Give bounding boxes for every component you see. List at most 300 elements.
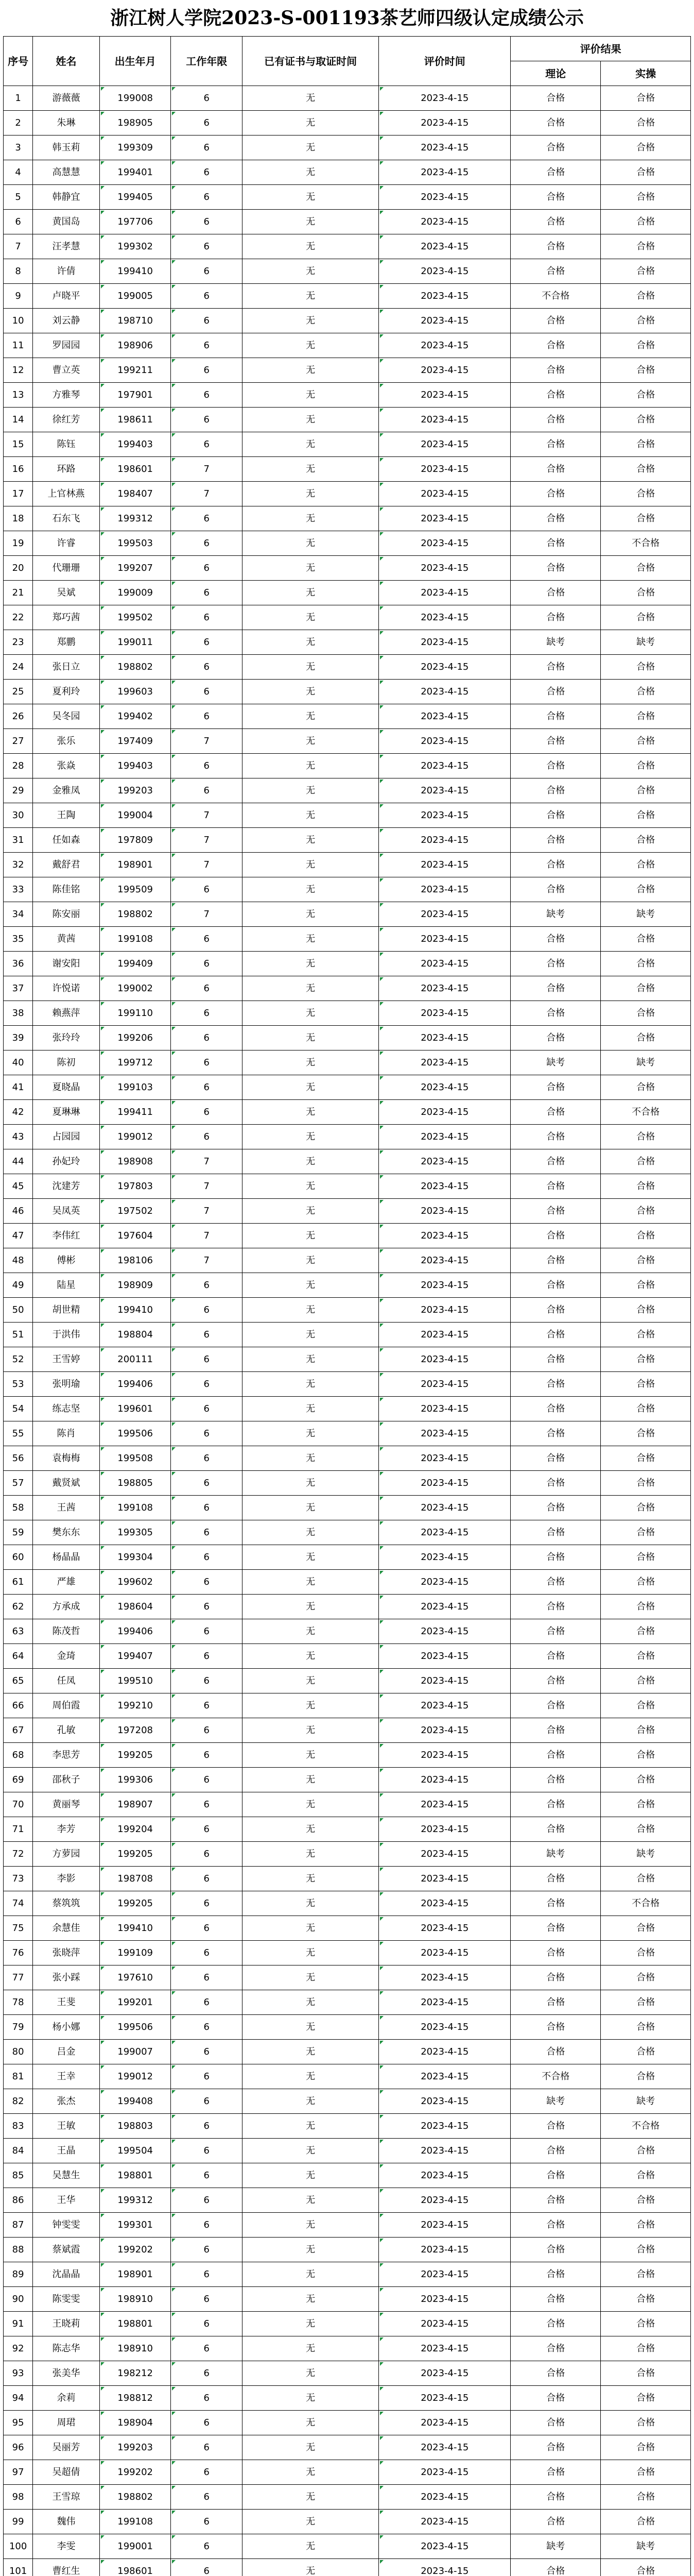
- cell-index: 84: [4, 2139, 33, 2163]
- cell-practice: 不合格: [601, 2114, 691, 2139]
- cell-index: 15: [4, 432, 33, 457]
- cell-theory: 合格: [511, 2510, 601, 2534]
- cell-index: 40: [4, 1050, 33, 1075]
- cell-birth: 197208: [99, 1718, 171, 1743]
- cell-cert: 无: [242, 1693, 379, 1718]
- cell-years: 7: [171, 457, 242, 482]
- cell-years: 6: [171, 1100, 242, 1125]
- table-row: [4, 1595, 691, 1619]
- table-row: [4, 1644, 691, 1669]
- cell-cert: 无: [242, 2089, 379, 2114]
- table-row: [4, 581, 691, 605]
- cell-cert: 无: [242, 2510, 379, 2534]
- cell-practice: 合格: [601, 2361, 691, 2386]
- cell-practice: 合格: [601, 605, 691, 630]
- cell-name: 卢晓平: [33, 284, 100, 309]
- cell-cert: 无: [242, 309, 379, 333]
- cell-years: 6: [171, 1595, 242, 1619]
- cell-name: 袁梅梅: [33, 1446, 100, 1471]
- cell-years: 6: [171, 1743, 242, 1768]
- cell-date: 2023-4-15: [379, 902, 511, 927]
- table-row: [4, 1248, 691, 1273]
- cell-birth: 199206: [99, 1026, 171, 1050]
- cell-index: 78: [4, 1990, 33, 2015]
- table-row: [4, 284, 691, 309]
- cell-index: 100: [4, 2534, 33, 2559]
- cell-cert: 无: [242, 1768, 379, 1792]
- cell-theory: 合格: [511, 1990, 601, 2015]
- table-row: [4, 358, 691, 383]
- cell-cert: 无: [242, 1224, 379, 1248]
- cell-date: 2023-4-15: [379, 506, 511, 531]
- cell-birth: 197604: [99, 1224, 171, 1248]
- table-row: [4, 1026, 691, 1050]
- cell-name: 李雯: [33, 2534, 100, 2559]
- cell-years: 6: [171, 1842, 242, 1867]
- cell-years: 6: [171, 1125, 242, 1149]
- cell-cert: 无: [242, 1298, 379, 1323]
- cell-name: 方萝园: [33, 1842, 100, 1867]
- cell-practice: 合格: [601, 1347, 691, 1372]
- cell-birth: 199504: [99, 2139, 171, 2163]
- cell-index: 61: [4, 1570, 33, 1595]
- cell-date: 2023-4-15: [379, 2089, 511, 2114]
- cell-practice: 合格: [601, 2262, 691, 2287]
- cell-years: 6: [171, 556, 242, 581]
- table-row: [4, 1792, 691, 1817]
- table-row: [4, 2435, 691, 2460]
- cell-theory: 合格: [511, 2559, 601, 2576]
- cell-name: 王斐: [33, 1990, 100, 2015]
- cell-theory: 缺考: [511, 630, 601, 655]
- cell-birth: 199601: [99, 1397, 171, 1421]
- cell-years: 7: [171, 902, 242, 927]
- cell-cert: 无: [242, 210, 379, 234]
- cell-name: 陆星: [33, 1273, 100, 1298]
- table-row: [4, 2139, 691, 2163]
- cell-cert: 无: [242, 1644, 379, 1669]
- table-row: [4, 2089, 691, 2114]
- cell-date: 2023-4-15: [379, 680, 511, 704]
- table-row: [4, 2287, 691, 2312]
- cell-date: 2023-4-15: [379, 2188, 511, 2213]
- cell-cert: 无: [242, 358, 379, 383]
- cell-years: 6: [171, 2435, 242, 2460]
- cell-date: 2023-4-15: [379, 2534, 511, 2559]
- cell-cert: 无: [242, 2139, 379, 2163]
- cell-cert: 无: [242, 259, 379, 284]
- cell-index: 23: [4, 630, 33, 655]
- cell-theory: 合格: [511, 1001, 601, 1026]
- cell-theory: 合格: [511, 1545, 601, 1570]
- cell-index: 43: [4, 1125, 33, 1149]
- cell-birth: 198802: [99, 902, 171, 927]
- cell-birth: 199508: [99, 1446, 171, 1471]
- cell-name: 魏伟: [33, 2510, 100, 2534]
- cell-cert: 无: [242, 1471, 379, 1496]
- cell-years: 6: [171, 778, 242, 803]
- cell-years: 6: [171, 704, 242, 729]
- cell-name: 练志坚: [33, 1397, 100, 1421]
- cell-birth: 199302: [99, 234, 171, 259]
- cell-date: 2023-4-15: [379, 1965, 511, 1990]
- cell-cert: 无: [242, 2064, 379, 2089]
- cell-theory: 合格: [511, 877, 601, 902]
- cell-index: 95: [4, 2411, 33, 2435]
- cell-name: 吴超倩: [33, 2460, 100, 2485]
- cell-index: 22: [4, 605, 33, 630]
- cell-birth: 199207: [99, 556, 171, 581]
- cell-years: 6: [171, 234, 242, 259]
- table-row: [4, 1001, 691, 1026]
- cell-index: 8: [4, 259, 33, 284]
- cell-theory: 不合格: [511, 284, 601, 309]
- cell-years: 6: [171, 210, 242, 234]
- cell-birth: 199201: [99, 1990, 171, 2015]
- cell-practice: 合格: [601, 828, 691, 853]
- cell-index: 80: [4, 2040, 33, 2064]
- cell-name: 胡世精: [33, 1298, 100, 1323]
- cell-theory: 合格: [511, 803, 601, 828]
- cell-index: 28: [4, 754, 33, 778]
- cell-cert: 无: [242, 1125, 379, 1149]
- table-row: [4, 408, 691, 432]
- cell-birth: 199009: [99, 581, 171, 605]
- cell-birth: 199405: [99, 185, 171, 210]
- cell-theory: 合格: [511, 333, 601, 358]
- cell-name: 孙妃玲: [33, 1149, 100, 1174]
- cell-practice: 合格: [601, 86, 691, 111]
- cell-name: 曹红生: [33, 2559, 100, 2576]
- table-row: [4, 383, 691, 408]
- cell-years: 7: [171, 853, 242, 877]
- cell-practice: 合格: [601, 2163, 691, 2188]
- cell-practice: 合格: [601, 754, 691, 778]
- cell-theory: 合格: [511, 778, 601, 803]
- cell-years: 6: [171, 1446, 242, 1471]
- cell-theory: 合格: [511, 2386, 601, 2411]
- cell-birth: 199001: [99, 2534, 171, 2559]
- cell-cert: 无: [242, 482, 379, 506]
- cell-name: 张乐: [33, 729, 100, 754]
- cell-cert: 无: [242, 581, 379, 605]
- cell-cert: 无: [242, 853, 379, 877]
- table-row: [4, 1471, 691, 1496]
- cell-date: 2023-4-15: [379, 1298, 511, 1323]
- cell-date: 2023-4-15: [379, 1916, 511, 1941]
- cell-theory: 合格: [511, 1520, 601, 1545]
- cell-index: 27: [4, 729, 33, 754]
- cell-birth: 198407: [99, 482, 171, 506]
- cell-practice: 合格: [601, 1743, 691, 1768]
- cell-theory: 合格: [511, 2460, 601, 2485]
- cell-cert: 无: [242, 86, 379, 111]
- cell-practice: 合格: [601, 952, 691, 976]
- cell-theory: 合格: [511, 1421, 601, 1446]
- cell-theory: 缺考: [511, 902, 601, 927]
- cell-years: 6: [171, 2015, 242, 2040]
- cell-cert: 无: [242, 1372, 379, 1397]
- cell-index: 9: [4, 284, 33, 309]
- cell-cert: 无: [242, 655, 379, 680]
- cell-theory: 合格: [511, 531, 601, 556]
- table-row: [4, 1224, 691, 1248]
- cell-index: 47: [4, 1224, 33, 1248]
- cell-practice: 合格: [601, 111, 691, 135]
- cell-index: 41: [4, 1075, 33, 1100]
- cell-birth: 199108: [99, 2510, 171, 2534]
- results-table: [3, 36, 691, 2576]
- cell-practice: 缺考: [601, 1842, 691, 1867]
- table-row: [4, 1817, 691, 1842]
- cell-name: 陈肖: [33, 1421, 100, 1446]
- cell-theory: 合格: [511, 1199, 601, 1224]
- cell-theory: 合格: [511, 2485, 601, 2510]
- cell-practice: 合格: [601, 2188, 691, 2213]
- cell-cert: 无: [242, 1075, 379, 1100]
- cell-birth: 199410: [99, 1298, 171, 1323]
- header-years: 工作年限: [171, 37, 242, 86]
- cell-cert: 无: [242, 2213, 379, 2238]
- cell-index: 21: [4, 581, 33, 605]
- cell-name: 黄国岛: [33, 210, 100, 234]
- cell-years: 6: [171, 2287, 242, 2312]
- cell-theory: 合格: [511, 2213, 601, 2238]
- table-row: [4, 1496, 691, 1520]
- table-body: [4, 86, 691, 2576]
- cell-theory: 合格: [511, 1224, 601, 1248]
- cell-name: 孔敏: [33, 1718, 100, 1743]
- cell-birth: 199109: [99, 1941, 171, 1965]
- cell-birth: 199510: [99, 1669, 171, 1693]
- cell-date: 2023-4-15: [379, 1891, 511, 1916]
- cell-practice: 合格: [601, 2064, 691, 2089]
- cell-cert: 无: [242, 1941, 379, 1965]
- cell-cert: 无: [242, 1891, 379, 1916]
- cell-years: 6: [171, 1693, 242, 1718]
- cell-name: 王幸: [33, 2064, 100, 2089]
- cell-theory: 合格: [511, 210, 601, 234]
- cell-years: 7: [171, 803, 242, 828]
- cell-practice: 合格: [601, 2460, 691, 2485]
- cell-practice: 合格: [601, 1718, 691, 1743]
- cell-practice: 合格: [601, 1916, 691, 1941]
- cell-cert: 无: [242, 2163, 379, 2188]
- cell-practice: 合格: [601, 1990, 691, 2015]
- cell-years: 6: [171, 531, 242, 556]
- cell-practice: 合格: [601, 1545, 691, 1570]
- cell-name: 蔡斌霞: [33, 2238, 100, 2262]
- cell-practice: 合格: [601, 185, 691, 210]
- cell-practice: 合格: [601, 2336, 691, 2361]
- cell-birth: 198106: [99, 1248, 171, 1273]
- cell-name: 李伟红: [33, 1224, 100, 1248]
- cell-cert: 无: [242, 1817, 379, 1842]
- cell-index: 14: [4, 408, 33, 432]
- cell-cert: 无: [242, 1520, 379, 1545]
- table-row: [4, 729, 691, 754]
- cell-birth: 198601: [99, 2559, 171, 2576]
- cell-years: 6: [171, 160, 242, 185]
- cell-birth: 199011: [99, 630, 171, 655]
- cell-index: 56: [4, 1446, 33, 1471]
- cell-practice: 合格: [601, 1248, 691, 1273]
- cell-theory: 合格: [511, 111, 601, 135]
- cell-theory: 合格: [511, 1100, 601, 1125]
- table-row: [4, 1867, 691, 1891]
- cell-index: 39: [4, 1026, 33, 1050]
- cell-date: 2023-4-15: [379, 2510, 511, 2534]
- cell-name: 上官林燕: [33, 482, 100, 506]
- cell-date: 2023-4-15: [379, 630, 511, 655]
- cell-date: 2023-4-15: [379, 2336, 511, 2361]
- cell-years: 6: [171, 1347, 242, 1372]
- cell-index: 6: [4, 210, 33, 234]
- cell-date: 2023-4-15: [379, 1372, 511, 1397]
- cell-name: 曹立英: [33, 358, 100, 383]
- cell-index: 54: [4, 1397, 33, 1421]
- cell-cert: 无: [242, 2114, 379, 2139]
- cell-date: 2023-4-15: [379, 1199, 511, 1224]
- cell-index: 92: [4, 2336, 33, 2361]
- cell-theory: 合格: [511, 1619, 601, 1644]
- cell-practice: 合格: [601, 482, 691, 506]
- table-row: [4, 2114, 691, 2139]
- cell-cert: 无: [242, 927, 379, 952]
- table-row: [4, 1347, 691, 1372]
- cell-birth: 197901: [99, 383, 171, 408]
- table-row: [4, 803, 691, 828]
- cell-index: 52: [4, 1347, 33, 1372]
- cell-date: 2023-4-15: [379, 1595, 511, 1619]
- cell-name: 杨晶晶: [33, 1545, 100, 1570]
- cell-name: 王陶: [33, 803, 100, 828]
- cell-birth: 197803: [99, 1174, 171, 1199]
- cell-practice: 合格: [601, 2435, 691, 2460]
- cell-birth: 199509: [99, 877, 171, 902]
- cell-cert: 无: [242, 1397, 379, 1421]
- cell-cert: 无: [242, 1867, 379, 1891]
- cell-date: 2023-4-15: [379, 210, 511, 234]
- table-row: [4, 1446, 691, 1471]
- cell-index: 2: [4, 111, 33, 135]
- cell-birth: 200111: [99, 1347, 171, 1372]
- cell-index: 13: [4, 383, 33, 408]
- cell-date: 2023-4-15: [379, 2361, 511, 2386]
- cell-practice: 合格: [601, 778, 691, 803]
- cell-practice: 合格: [601, 704, 691, 729]
- cell-date: 2023-4-15: [379, 1125, 511, 1149]
- cell-cert: 无: [242, 1421, 379, 1446]
- cell-name: 石东飞: [33, 506, 100, 531]
- cell-theory: 合格: [511, 457, 601, 482]
- cell-index: 29: [4, 778, 33, 803]
- cell-date: 2023-4-15: [379, 2015, 511, 2040]
- table-row: [4, 778, 691, 803]
- cell-theory: 合格: [511, 1496, 601, 1520]
- table-row: [4, 605, 691, 630]
- cell-years: 6: [171, 1397, 242, 1421]
- header-index: 序号: [4, 37, 33, 86]
- table-row: [4, 1619, 691, 1644]
- cell-name: 傅彬: [33, 1248, 100, 1273]
- cell-years: 6: [171, 1298, 242, 1323]
- cell-index: 58: [4, 1496, 33, 1520]
- cell-practice: 合格: [601, 877, 691, 902]
- table-row: [4, 1421, 691, 1446]
- cell-theory: 合格: [511, 432, 601, 457]
- cell-years: 6: [171, 2411, 242, 2435]
- cell-years: 6: [171, 1026, 242, 1050]
- cell-date: 2023-4-15: [379, 605, 511, 630]
- cell-date: 2023-4-15: [379, 704, 511, 729]
- cell-date: 2023-4-15: [379, 1224, 511, 1248]
- cell-birth: 198803: [99, 2114, 171, 2139]
- cell-date: 2023-4-15: [379, 1768, 511, 1792]
- table-row: [4, 1125, 691, 1149]
- cell-date: 2023-4-15: [379, 432, 511, 457]
- cell-name: 夏利玲: [33, 680, 100, 704]
- cell-cert: 无: [242, 729, 379, 754]
- cell-cert: 无: [242, 2040, 379, 2064]
- cell-theory: 合格: [511, 2312, 601, 2336]
- cell-name: 陈安丽: [33, 902, 100, 927]
- cell-birth: 198905: [99, 111, 171, 135]
- cell-date: 2023-4-15: [379, 1100, 511, 1125]
- cell-practice: 合格: [601, 2559, 691, 2576]
- cell-birth: 199012: [99, 1125, 171, 1149]
- cell-cert: 无: [242, 1026, 379, 1050]
- cell-birth: 199306: [99, 1768, 171, 1792]
- table-row: [4, 1842, 691, 1867]
- table-row: [4, 2262, 691, 2287]
- cell-theory: 合格: [511, 1718, 601, 1743]
- cell-date: 2023-4-15: [379, 877, 511, 902]
- cell-date: 2023-4-15: [379, 1075, 511, 1100]
- cell-years: 6: [171, 1075, 242, 1100]
- cell-birth: 199205: [99, 1743, 171, 1768]
- cell-theory: 合格: [511, 383, 601, 408]
- cell-theory: 合格: [511, 358, 601, 383]
- cell-date: 2023-4-15: [379, 2435, 511, 2460]
- cell-cert: 无: [242, 1496, 379, 1520]
- cell-years: 6: [171, 2040, 242, 2064]
- cell-years: 6: [171, 605, 242, 630]
- cell-birth: 199202: [99, 2460, 171, 2485]
- table-row: [4, 2559, 691, 2576]
- table-row: [4, 2460, 691, 2485]
- cell-birth: 197502: [99, 1199, 171, 1224]
- cell-date: 2023-4-15: [379, 1743, 511, 1768]
- cell-cert: 无: [242, 778, 379, 803]
- cell-date: 2023-4-15: [379, 803, 511, 828]
- cell-date: 2023-4-15: [379, 1421, 511, 1446]
- cell-date: 2023-4-15: [379, 778, 511, 803]
- cell-birth: 198802: [99, 2485, 171, 2510]
- cell-birth: 199305: [99, 1520, 171, 1545]
- cell-name: 谢安阳: [33, 952, 100, 976]
- cell-date: 2023-4-15: [379, 2559, 511, 2576]
- cell-practice: 缺考: [601, 2534, 691, 2559]
- cell-practice: 合格: [601, 2040, 691, 2064]
- cell-theory: 合格: [511, 160, 601, 185]
- cell-theory: 合格: [511, 1693, 601, 1718]
- cell-years: 6: [171, 1891, 242, 1916]
- cell-cert: 无: [242, 432, 379, 457]
- cell-birth: 199203: [99, 778, 171, 803]
- cell-name: 张美华: [33, 2361, 100, 2386]
- cell-theory: 合格: [511, 2238, 601, 2262]
